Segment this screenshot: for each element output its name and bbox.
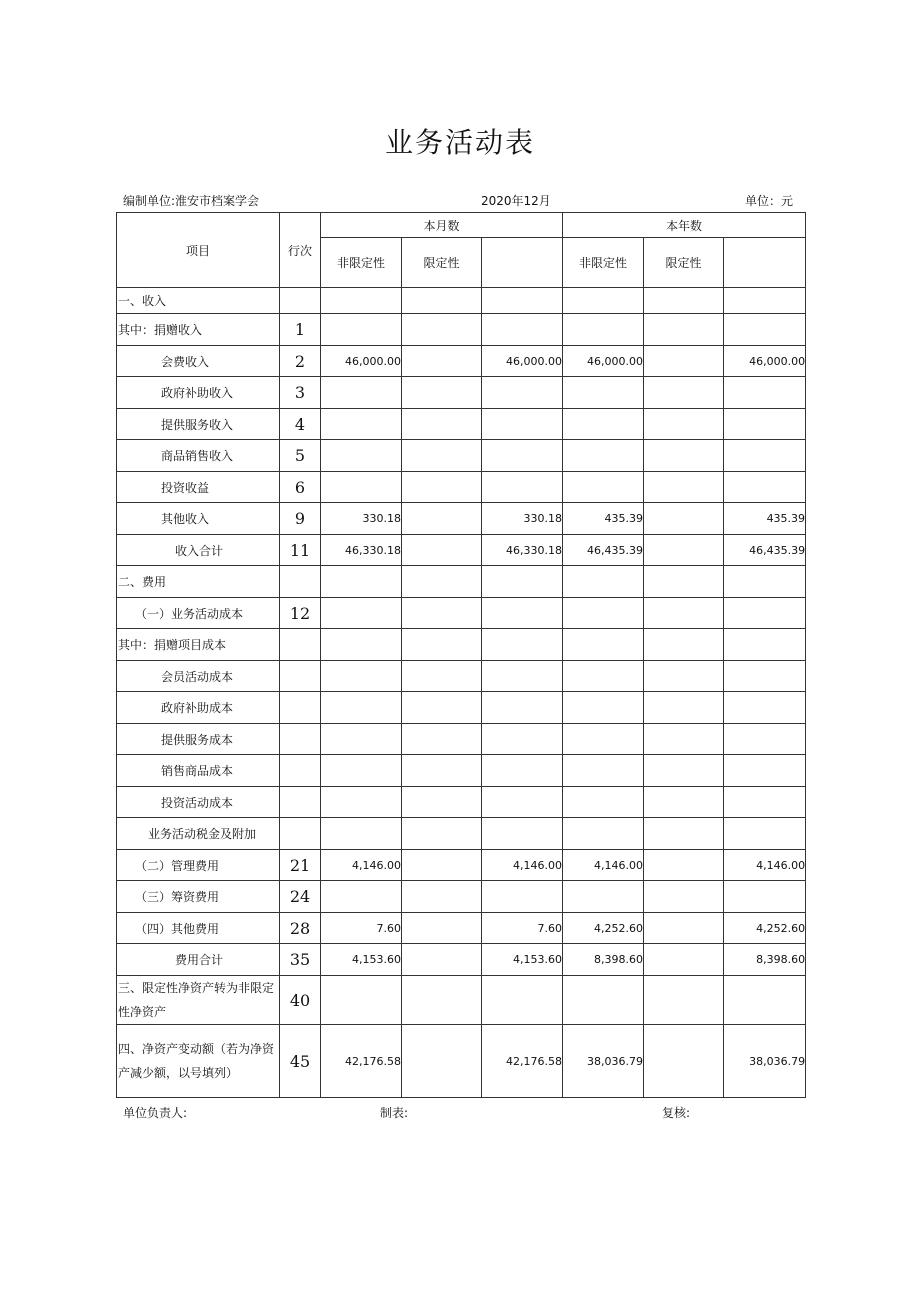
cell-month-restricted bbox=[402, 503, 482, 535]
table-row bbox=[117, 535, 806, 566]
cell-month-total bbox=[482, 881, 563, 913]
table-row bbox=[117, 409, 806, 440]
table-row bbox=[117, 850, 806, 881]
table-row bbox=[117, 661, 806, 692]
header-year-unrestricted: 非限定性 bbox=[563, 238, 644, 288]
cell-year-total bbox=[724, 818, 806, 850]
cell-year-total: 8,398.60 bbox=[724, 944, 806, 976]
cell-month-restricted bbox=[402, 566, 482, 598]
table-row bbox=[117, 440, 806, 472]
header-year: 本年数 bbox=[563, 213, 806, 238]
header-month-total bbox=[482, 238, 563, 288]
row-item-label: （一）业务活动成本 bbox=[117, 598, 280, 629]
row-line-number: 12 bbox=[280, 598, 321, 629]
cell-year-unrestricted: 4,252.60 bbox=[563, 913, 644, 944]
cell-year-total bbox=[724, 692, 806, 724]
row-line-number: 11 bbox=[280, 535, 321, 566]
cell-month-restricted bbox=[402, 976, 482, 1025]
row-item-label: 投资活动成本 bbox=[117, 787, 280, 818]
cell-year-unrestricted bbox=[563, 472, 644, 503]
cell-month-total bbox=[482, 566, 563, 598]
row-item-label: （四）其他费用 bbox=[117, 913, 280, 944]
header-year-total bbox=[724, 238, 806, 288]
cell-year-total bbox=[724, 472, 806, 503]
cell-month-restricted bbox=[402, 818, 482, 850]
cell-month-restricted bbox=[402, 314, 482, 346]
cell-month-unrestricted bbox=[321, 755, 402, 787]
row-item-label: 业务活动税金及附加 bbox=[117, 818, 280, 850]
cell-year-restricted bbox=[644, 724, 724, 755]
cell-year-total bbox=[724, 724, 806, 755]
currency-unit: 单位：元 bbox=[745, 194, 794, 208]
cell-month-unrestricted: 42,176.58 bbox=[321, 1025, 402, 1098]
cell-year-total bbox=[724, 377, 806, 409]
cell-year-restricted bbox=[644, 787, 724, 818]
cell-month-total bbox=[482, 787, 563, 818]
cell-month-unrestricted bbox=[321, 724, 402, 755]
row-item-label: 政府补助收入 bbox=[117, 377, 280, 409]
row-item-label: 提供服务成本 bbox=[117, 724, 280, 755]
cell-year-restricted bbox=[644, 598, 724, 629]
row-item-label: 收入合计 bbox=[117, 535, 280, 566]
report-period: 2020年12月 bbox=[481, 194, 551, 208]
reporting-unit: 编制单位:淮安市档案学会 bbox=[123, 194, 260, 208]
table-row bbox=[117, 976, 806, 1025]
cell-month-total bbox=[482, 314, 563, 346]
cell-month-total bbox=[482, 976, 563, 1025]
cell-year-restricted bbox=[644, 976, 724, 1025]
cell-month-unrestricted: 4,146.00 bbox=[321, 850, 402, 881]
cell-year-unrestricted bbox=[563, 440, 644, 472]
cell-year-restricted bbox=[644, 440, 724, 472]
cell-month-unrestricted: 330.18 bbox=[321, 503, 402, 535]
row-line-number bbox=[280, 566, 321, 598]
row-line-number bbox=[280, 755, 321, 787]
cell-year-unrestricted bbox=[563, 314, 644, 346]
row-item-label: 销售商品成本 bbox=[117, 755, 280, 787]
cell-year-total bbox=[724, 976, 806, 1025]
report-title: 业务活动表 bbox=[384, 126, 535, 159]
row-line-number bbox=[280, 724, 321, 755]
row-item-label: 其他收入 bbox=[117, 503, 280, 535]
cell-month-restricted bbox=[402, 1025, 482, 1098]
cell-month-total bbox=[482, 440, 563, 472]
cell-year-restricted bbox=[644, 661, 724, 692]
cell-month-unrestricted bbox=[321, 440, 402, 472]
cell-year-restricted bbox=[644, 1025, 724, 1098]
cell-year-unrestricted: 38,036.79 bbox=[563, 1025, 644, 1098]
row-item-label: 四、净资产变动额（若为净资产减少额，以号填列） bbox=[117, 1025, 280, 1098]
cell-month-restricted bbox=[402, 598, 482, 629]
row-line-number: 40 bbox=[280, 976, 321, 1025]
cell-month-total bbox=[482, 288, 563, 314]
table-row bbox=[117, 503, 806, 535]
row-item-label: 政府补助成本 bbox=[117, 692, 280, 724]
cell-year-total bbox=[724, 409, 806, 440]
cell-month-total bbox=[482, 629, 563, 661]
row-line-number: 21 bbox=[280, 850, 321, 881]
cell-year-unrestricted: 4,146.00 bbox=[563, 850, 644, 881]
table-row bbox=[117, 724, 806, 755]
cell-year-total bbox=[724, 314, 806, 346]
cell-year-total bbox=[724, 661, 806, 692]
cell-year-unrestricted bbox=[563, 566, 644, 598]
header-month-unrestricted: 非限定性 bbox=[321, 238, 402, 288]
cell-year-restricted bbox=[644, 566, 724, 598]
footer-reviewer: 复核: bbox=[662, 1106, 691, 1120]
row-line-number: 5 bbox=[280, 440, 321, 472]
header-item: 项目 bbox=[117, 213, 280, 288]
cell-year-restricted bbox=[644, 377, 724, 409]
cell-year-unrestricted bbox=[563, 288, 644, 314]
footer-preparer: 制表: bbox=[380, 1106, 409, 1120]
cell-month-unrestricted: 7.60 bbox=[321, 913, 402, 944]
cell-year-unrestricted bbox=[563, 661, 644, 692]
table-row bbox=[117, 944, 806, 976]
table-row bbox=[117, 377, 806, 409]
cell-month-total: 46,000.00 bbox=[482, 346, 563, 377]
cell-month-restricted bbox=[402, 787, 482, 818]
row-line-number: 6 bbox=[280, 472, 321, 503]
cell-year-restricted bbox=[644, 692, 724, 724]
row-line-number: 4 bbox=[280, 409, 321, 440]
cell-month-total bbox=[482, 661, 563, 692]
cell-month-unrestricted bbox=[321, 409, 402, 440]
cell-month-total: 7.60 bbox=[482, 913, 563, 944]
cell-month-unrestricted bbox=[321, 629, 402, 661]
cell-month-total: 330.18 bbox=[482, 503, 563, 535]
cell-year-total: 4,146.00 bbox=[724, 850, 806, 881]
header-line: 行次 bbox=[280, 213, 321, 288]
cell-year-total: 46,000.00 bbox=[724, 346, 806, 377]
cell-month-restricted bbox=[402, 288, 482, 314]
cell-year-unrestricted bbox=[563, 755, 644, 787]
cell-month-total bbox=[482, 755, 563, 787]
cell-month-unrestricted bbox=[321, 598, 402, 629]
cell-year-unrestricted: 435.39 bbox=[563, 503, 644, 535]
cell-month-unrestricted bbox=[321, 314, 402, 346]
table-row bbox=[117, 629, 806, 661]
cell-month-total bbox=[482, 598, 563, 629]
cell-month-restricted bbox=[402, 944, 482, 976]
row-line-number bbox=[280, 288, 321, 314]
cell-year-total bbox=[724, 566, 806, 598]
cell-year-total bbox=[724, 629, 806, 661]
cell-month-restricted bbox=[402, 850, 482, 881]
cell-month-total bbox=[482, 818, 563, 850]
cell-year-restricted bbox=[644, 818, 724, 850]
table-row bbox=[117, 913, 806, 944]
cell-year-unrestricted bbox=[563, 818, 644, 850]
row-line-number bbox=[280, 787, 321, 818]
cell-year-total bbox=[724, 598, 806, 629]
row-line-number: 28 bbox=[280, 913, 321, 944]
cell-year-unrestricted bbox=[563, 976, 644, 1025]
cell-month-unrestricted bbox=[321, 472, 402, 503]
cell-month-total: 4,146.00 bbox=[482, 850, 563, 881]
table-row bbox=[117, 314, 806, 346]
cell-year-restricted bbox=[644, 346, 724, 377]
cell-month-restricted bbox=[402, 881, 482, 913]
cell-month-total bbox=[482, 724, 563, 755]
cell-year-unrestricted bbox=[563, 629, 644, 661]
table-row bbox=[117, 787, 806, 818]
cell-year-unrestricted: 46,435.39 bbox=[563, 535, 644, 566]
cell-month-restricted bbox=[402, 755, 482, 787]
row-item-label: 其中：捐赠收入 bbox=[117, 314, 280, 346]
cell-year-unrestricted bbox=[563, 724, 644, 755]
cell-year-unrestricted bbox=[563, 692, 644, 724]
cell-month-unrestricted bbox=[321, 566, 402, 598]
row-line-number bbox=[280, 629, 321, 661]
row-item-label: （三）筹资费用 bbox=[117, 881, 280, 913]
header-month-restricted: 限定性 bbox=[402, 238, 482, 288]
cell-month-restricted bbox=[402, 724, 482, 755]
cell-month-total: 42,176.58 bbox=[482, 1025, 563, 1098]
row-line-number: 2 bbox=[280, 346, 321, 377]
cell-year-restricted bbox=[644, 881, 724, 913]
cell-month-unrestricted: 46,000.00 bbox=[321, 346, 402, 377]
cell-year-unrestricted: 8,398.60 bbox=[563, 944, 644, 976]
cell-year-restricted bbox=[644, 472, 724, 503]
cell-month-total bbox=[482, 692, 563, 724]
row-item-label: 费用合计 bbox=[117, 944, 280, 976]
row-line-number bbox=[280, 661, 321, 692]
cell-month-unrestricted bbox=[321, 818, 402, 850]
cell-year-restricted bbox=[644, 314, 724, 346]
table-row bbox=[117, 818, 806, 850]
cell-month-restricted bbox=[402, 346, 482, 377]
cell-month-total: 46,330.18 bbox=[482, 535, 563, 566]
table-row bbox=[117, 692, 806, 724]
cell-year-unrestricted bbox=[563, 787, 644, 818]
cell-year-restricted bbox=[644, 629, 724, 661]
cell-year-restricted bbox=[644, 755, 724, 787]
cell-month-total bbox=[482, 409, 563, 440]
cell-year-total bbox=[724, 440, 806, 472]
cell-month-restricted bbox=[402, 472, 482, 503]
cell-month-restricted bbox=[402, 913, 482, 944]
cell-month-unrestricted bbox=[321, 661, 402, 692]
cell-year-total: 46,435.39 bbox=[724, 535, 806, 566]
row-item-label: 二、费用 bbox=[117, 566, 280, 598]
table-row bbox=[117, 598, 806, 629]
cell-year-unrestricted bbox=[563, 377, 644, 409]
cell-year-total: 435.39 bbox=[724, 503, 806, 535]
cell-year-restricted bbox=[644, 944, 724, 976]
row-line-number bbox=[280, 818, 321, 850]
row-item-label: 投资收益 bbox=[117, 472, 280, 503]
cell-year-unrestricted bbox=[563, 598, 644, 629]
header-year-restricted: 限定性 bbox=[644, 238, 724, 288]
cell-month-unrestricted bbox=[321, 976, 402, 1025]
cell-year-restricted bbox=[644, 503, 724, 535]
cell-month-total bbox=[482, 472, 563, 503]
cell-month-total: 4,153.60 bbox=[482, 944, 563, 976]
cell-month-unrestricted bbox=[321, 377, 402, 409]
cell-month-restricted bbox=[402, 377, 482, 409]
table-row bbox=[117, 346, 806, 377]
cell-year-unrestricted: 46,000.00 bbox=[563, 346, 644, 377]
table-row bbox=[117, 1025, 806, 1098]
cell-year-total bbox=[724, 755, 806, 787]
cell-year-total bbox=[724, 787, 806, 818]
row-line-number: 3 bbox=[280, 377, 321, 409]
row-line-number: 9 bbox=[280, 503, 321, 535]
cell-month-restricted bbox=[402, 629, 482, 661]
cell-year-restricted bbox=[644, 913, 724, 944]
table-row bbox=[117, 566, 806, 598]
cell-year-restricted bbox=[644, 535, 724, 566]
row-line-number: 35 bbox=[280, 944, 321, 976]
table-row bbox=[117, 755, 806, 787]
row-line-number: 24 bbox=[280, 881, 321, 913]
cell-year-restricted bbox=[644, 409, 724, 440]
cell-month-unrestricted: 4,153.60 bbox=[321, 944, 402, 976]
cell-year-restricted bbox=[644, 850, 724, 881]
cell-month-restricted bbox=[402, 409, 482, 440]
row-line-number: 45 bbox=[280, 1025, 321, 1098]
table-header bbox=[117, 213, 806, 288]
table-row bbox=[117, 472, 806, 503]
row-item-label: 会员活动成本 bbox=[117, 661, 280, 692]
cell-year-total bbox=[724, 288, 806, 314]
row-item-label: 一、收入 bbox=[117, 288, 280, 314]
cell-month-restricted bbox=[402, 535, 482, 566]
row-line-number bbox=[280, 692, 321, 724]
row-item-label: （二）管理费用 bbox=[117, 850, 280, 881]
activity-table bbox=[116, 212, 806, 1098]
row-line-number: 1 bbox=[280, 314, 321, 346]
cell-month-unrestricted bbox=[321, 787, 402, 818]
row-item-label: 会费收入 bbox=[117, 346, 280, 377]
row-item-label: 其中：捐赠项目成本 bbox=[117, 629, 280, 661]
cell-year-restricted bbox=[644, 288, 724, 314]
cell-month-unrestricted bbox=[321, 881, 402, 913]
table-body bbox=[117, 288, 806, 1098]
cell-year-unrestricted bbox=[563, 409, 644, 440]
cell-year-total bbox=[724, 881, 806, 913]
cell-year-total: 4,252.60 bbox=[724, 913, 806, 944]
table-row bbox=[117, 881, 806, 913]
row-item-label: 商品销售收入 bbox=[117, 440, 280, 472]
footer-leader: 单位负责人: bbox=[123, 1106, 188, 1120]
cell-month-unrestricted: 46,330.18 bbox=[321, 535, 402, 566]
header-month: 本月数 bbox=[321, 213, 563, 238]
row-item-label: 提供服务收入 bbox=[117, 409, 280, 440]
cell-month-restricted bbox=[402, 661, 482, 692]
cell-year-total: 38,036.79 bbox=[724, 1025, 806, 1098]
table-row bbox=[117, 288, 806, 314]
cell-month-total bbox=[482, 377, 563, 409]
cell-month-restricted bbox=[402, 692, 482, 724]
row-item-label: 三、限定性净资产转为非限定性净资产 bbox=[117, 976, 280, 1025]
cell-month-unrestricted bbox=[321, 288, 402, 314]
cell-month-unrestricted bbox=[321, 692, 402, 724]
cell-year-unrestricted bbox=[563, 881, 644, 913]
cell-month-restricted bbox=[402, 440, 482, 472]
